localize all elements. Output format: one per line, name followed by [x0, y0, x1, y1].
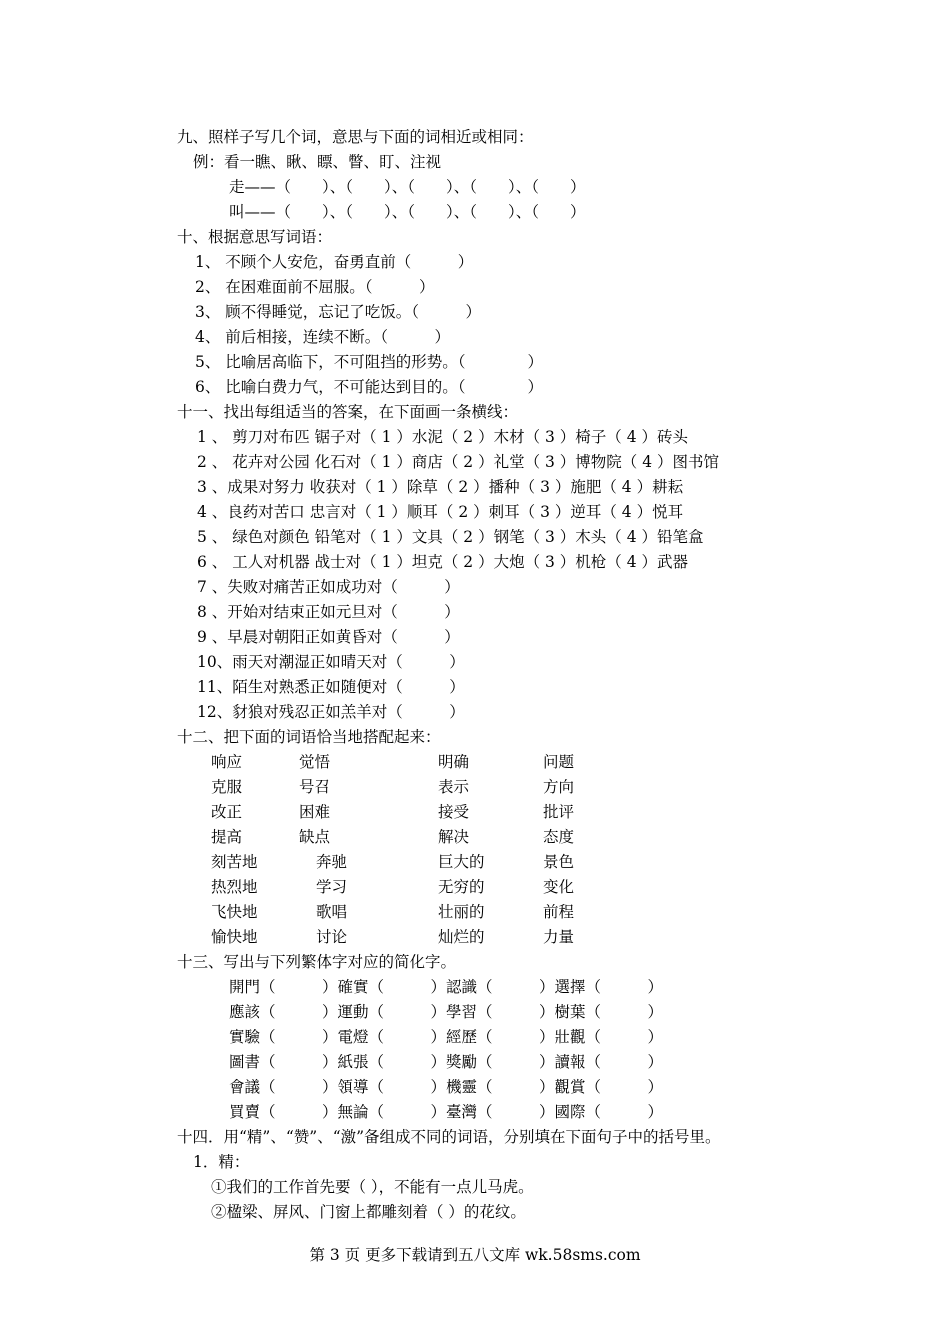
word-cell: 响应: [211, 753, 243, 771]
section-9-call-line: 叫——（ ）、（ ）、（ ）、（ ）、（ ）: [229, 203, 586, 221]
section-11-item: 1 、 剪刀对布匹 锯子对（ 1 ）水泥（ 2 ）木材（ 3 ）椅子（ 4 ）砖头: [197, 428, 689, 446]
word-cell: 飞快地: [211, 903, 258, 921]
word-cell: 解决: [438, 828, 470, 846]
section-10-item: 1、 不顾个人安危，奋勇直前（ ）: [195, 253, 474, 271]
section-11-title: 十一、找出每组适当的答案，在下面画一条横线：: [177, 403, 519, 421]
section-9-example: 例：看一瞧、瞅、瞟、瞥、盯、注视: [193, 153, 442, 171]
word-cell: 热烈地: [211, 878, 258, 896]
section-11-item: 5 、 绿色对颜色 铅笔对（ 1 ）文具（ 2 ）钢笔（ 3 ）木头（ 4 ）铅笔盒: [197, 528, 704, 546]
word-cell: 觉悟: [299, 753, 331, 771]
word-cell: 巨大的: [438, 853, 485, 871]
section-11-item: 10、雨天对潮湿正如晴天对（ ）: [197, 653, 465, 671]
word-cell: 克服: [211, 778, 243, 796]
word-cell: 愉快地: [211, 928, 258, 946]
word-cell: 批评: [543, 803, 575, 821]
section-11-item: 2 、 花卉对公园 化石对（ 1 ）商店（ 2 ）礼堂（ 3 ）博物院（ 4 ）图书馆: [197, 453, 720, 471]
section-10-item: 3、 顾不得睡觉，忘记了吃饭。（ ）: [195, 303, 482, 321]
word-cell: 奔驰: [316, 853, 348, 871]
section-13-title: 十三、写出与下列繁体字对应的简化字。: [177, 953, 457, 971]
page-footer: 第 3 页 更多下载请到五八文库 wk.58sms.com: [309, 1246, 641, 1264]
section-10-item: 5、 比喻居高临下，不可阻挡的形势。（ ）: [195, 353, 544, 371]
section-13-item: 應該（ ）運動（ ）學習（ ）樹葉（ ）: [229, 1003, 664, 1021]
word-cell: 变化: [543, 878, 575, 896]
word-cell: 提高: [211, 828, 243, 846]
word-cell: 歌唱: [316, 903, 348, 921]
word-cell: 学习: [316, 878, 348, 896]
word-cell: 力量: [543, 928, 575, 946]
section-13-item: 圖書（ ）紙張（ ）獎勵（ ）讀報（ ）: [229, 1053, 664, 1071]
word-cell: 讨论: [316, 928, 348, 946]
word-cell: 困难: [299, 803, 331, 821]
section-11-item: 6 、 工人对机器 战士对（ 1 ）坦克（ 2 ）大炮（ 3 ）机枪（ 4 ）武器: [197, 553, 689, 571]
section-9-walk-line: 走——（ ）、（ ）、（ ）、（ ）、（ ）: [229, 178, 586, 196]
section-12-title: 十二、把下面的词语恰当地搭配起来：: [177, 728, 441, 746]
word-cell: 态度: [543, 828, 575, 846]
section-13-item: 開門（ ）確實（ ）認識（ ）選擇（ ）: [229, 978, 664, 996]
section-9-title: 九、照样子写几个词，意思与下面的词相近或相同：: [177, 128, 534, 146]
section-11-item: 11、陌生对熟悉正如随便对（ ）: [197, 678, 465, 696]
section-13-item: 實驗（ ）電燈（ ）經歷（ ）壯觀（ ）: [229, 1028, 664, 1046]
section-10-item: 2、 在困难面前不屈服。（ ）: [195, 278, 435, 296]
section-14-sentence: ②楹梁、屏风、门窗上都雕刻着（ ）的花纹。: [211, 1203, 526, 1221]
section-14-subheading: 1．精：: [193, 1153, 250, 1171]
section-13-item: 會議（ ）領導（ ）機靈（ ）觀賞（ ）: [229, 1078, 664, 1096]
section-10-item: 4、 前后相接，连续不断。（ ）: [195, 328, 451, 346]
word-cell: 号召: [299, 778, 331, 796]
word-cell: 明确: [438, 753, 470, 771]
section-10-item: 6、 比喻白费力气，不可能达到目的。（ ）: [195, 378, 544, 396]
section-11-item: 12、豺狼对残忍正如羔羊对（ ）: [197, 703, 465, 721]
word-cell: 刻苦地: [211, 853, 258, 871]
word-cell: 壮丽的: [438, 903, 485, 921]
section-14-sentence: ①我们的工作首先要（ ），不能有一点儿马虎。: [211, 1178, 534, 1196]
section-11-item: 8 、开始对结束正如元旦对（ ）: [197, 603, 460, 621]
word-cell: 无穷的: [438, 878, 485, 896]
section-14-title: 十四．用“精”、“赞”、“激”备组成不同的词语，分别填在下面句子中的括号里。: [177, 1128, 721, 1146]
word-cell: 表示: [438, 778, 470, 796]
section-11-item: 3 、成果对努力 收获对（ 1 ）除草（ 2 ）播种（ 3 ）施肥（ 4 ）耕耘: [197, 478, 684, 496]
section-11-item: 7 、失败对痛苦正如成功对（ ）: [197, 578, 460, 596]
section-11-item: 9 、早晨对朝阳正如黄昏对（ ）: [197, 628, 460, 646]
word-cell: 接受: [438, 803, 470, 821]
word-cell: 方向: [543, 778, 575, 796]
word-cell: 改正: [211, 803, 243, 821]
word-cell: 问题: [543, 753, 575, 771]
section-11-item: 4 、良药对苦口 忠言对（ 1 ）顺耳（ 2 ）刺耳（ 3 ）逆耳（ 4 ）悦耳: [197, 503, 684, 521]
section-13-item: 買賣（ ）無論（ ）臺灣（ ）國際（ ）: [229, 1103, 664, 1121]
section-10-title: 十、根据意思写词语：: [177, 228, 333, 246]
word-cell: 前程: [543, 903, 575, 921]
word-cell: 景色: [543, 853, 575, 871]
word-cell: 灿烂的: [438, 928, 485, 946]
word-cell: 缺点: [299, 828, 331, 846]
